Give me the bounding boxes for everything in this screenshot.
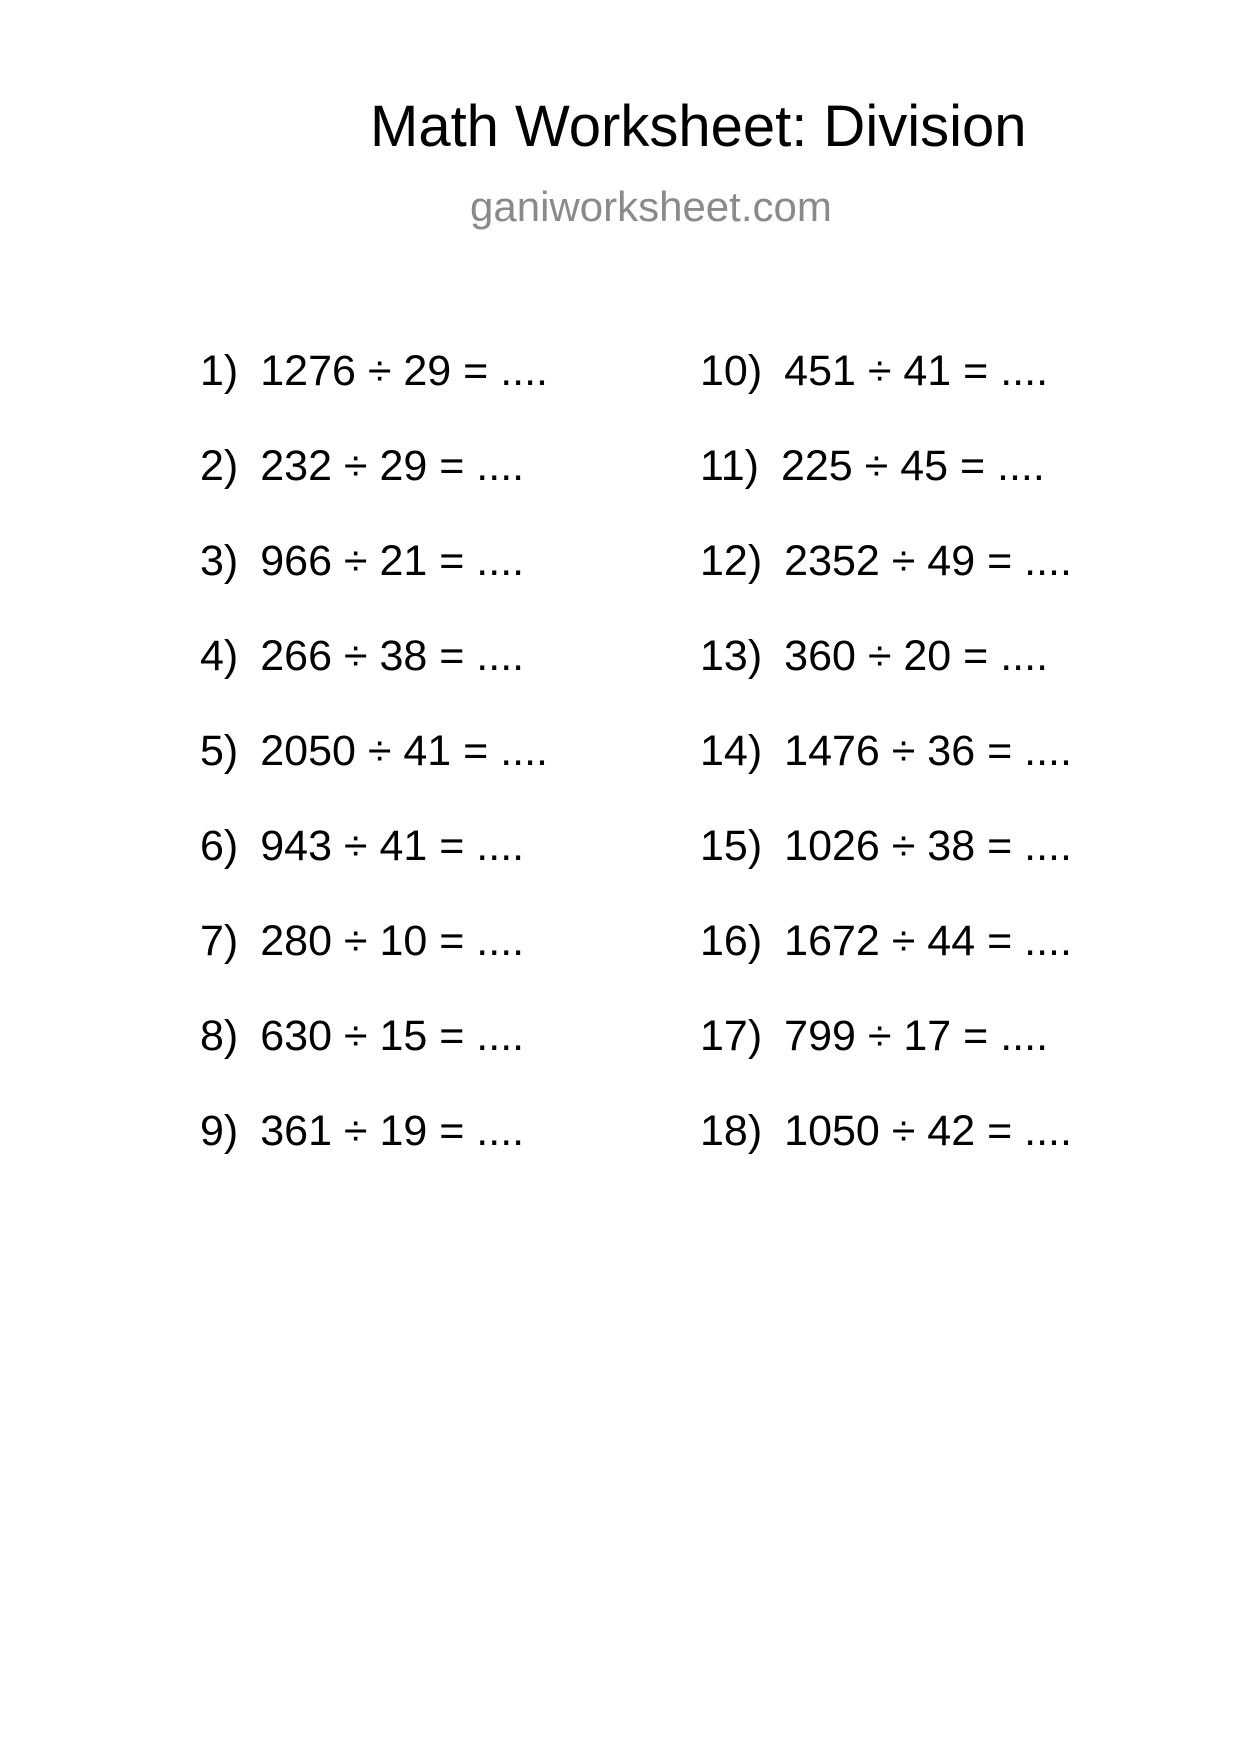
problem-expression: 799 ÷ 17 = .... [784, 1012, 1049, 1060]
problem-number: 12) [700, 537, 763, 585]
problem-number: 8) [200, 1012, 239, 1060]
problem-expression: 360 ÷ 20 = .... [784, 632, 1049, 680]
problem-number: 16) [700, 917, 763, 965]
worksheet-title: Math Worksheet: Division [370, 94, 1027, 159]
problem-number: 5) [200, 727, 239, 775]
problem-expression: 232 ÷ 29 = .... [260, 442, 525, 490]
problem-expression: 1026 ÷ 38 = .... [784, 822, 1072, 870]
problem-expression: 943 ÷ 41 = .... [260, 822, 525, 870]
problems-right-column [700, 347, 1072, 1205]
problem-expression: 266 ÷ 38 = .... [260, 632, 525, 680]
problem-number: 2) [200, 442, 239, 490]
problem-item [200, 1012, 548, 1110]
problem-number: 18) [700, 1107, 763, 1155]
problem-expression: 225 ÷ 45 = .... [780, 442, 1045, 490]
problem-number: 15) [700, 822, 763, 870]
problem-item [700, 727, 1072, 825]
problem-item [700, 1012, 1072, 1110]
website-subtitle: ganiworksheet.com [470, 183, 832, 230]
problem-number: 1) [200, 347, 239, 395]
problem-number: 17) [700, 1012, 763, 1060]
problem-item [700, 1107, 1072, 1205]
problem-number: 7) [200, 917, 239, 965]
problem-expression: 361 ÷ 19 = .... [260, 1107, 525, 1155]
problem-expression: 1476 ÷ 36 = .... [784, 727, 1072, 775]
problem-expression: 966 ÷ 21 = .... [260, 537, 525, 585]
problem-item [700, 347, 1072, 445]
problem-item [700, 537, 1072, 635]
problem-item [200, 917, 548, 1015]
problem-item [700, 917, 1072, 1015]
problem-item [200, 822, 548, 920]
problem-item [200, 537, 548, 635]
problem-expression: 2352 ÷ 49 = .... [784, 537, 1072, 585]
problem-expression: 1050 ÷ 42 = .... [784, 1107, 1072, 1155]
problem-number: 13) [700, 632, 763, 680]
problem-expression: 2050 ÷ 41 = .... [260, 727, 549, 775]
problem-item [200, 727, 549, 825]
problem-item [700, 632, 1072, 730]
problem-number: 9) [200, 1107, 239, 1155]
problem-expression: 1672 ÷ 44 = .... [784, 917, 1072, 965]
problem-item [200, 632, 548, 730]
problem-number: 14) [700, 727, 763, 775]
problem-expression: 1276 ÷ 29 = .... [260, 347, 549, 395]
problem-item [200, 347, 549, 445]
problem-number: 6) [200, 822, 239, 870]
problems-left-column [200, 347, 549, 1205]
problem-expression: 451 ÷ 41 = .... [784, 347, 1049, 395]
problem-expression: 630 ÷ 15 = .... [260, 1012, 525, 1060]
problem-item [700, 442, 1072, 540]
problem-number: 10) [700, 347, 763, 395]
problem-expression: 280 ÷ 10 = .... [260, 917, 525, 965]
problem-number: 3) [200, 537, 239, 585]
problem-item [200, 1107, 548, 1205]
problem-number: 4) [200, 632, 239, 680]
problem-number: 11) [700, 442, 759, 490]
problem-item [700, 822, 1072, 920]
problem-item [200, 442, 548, 540]
